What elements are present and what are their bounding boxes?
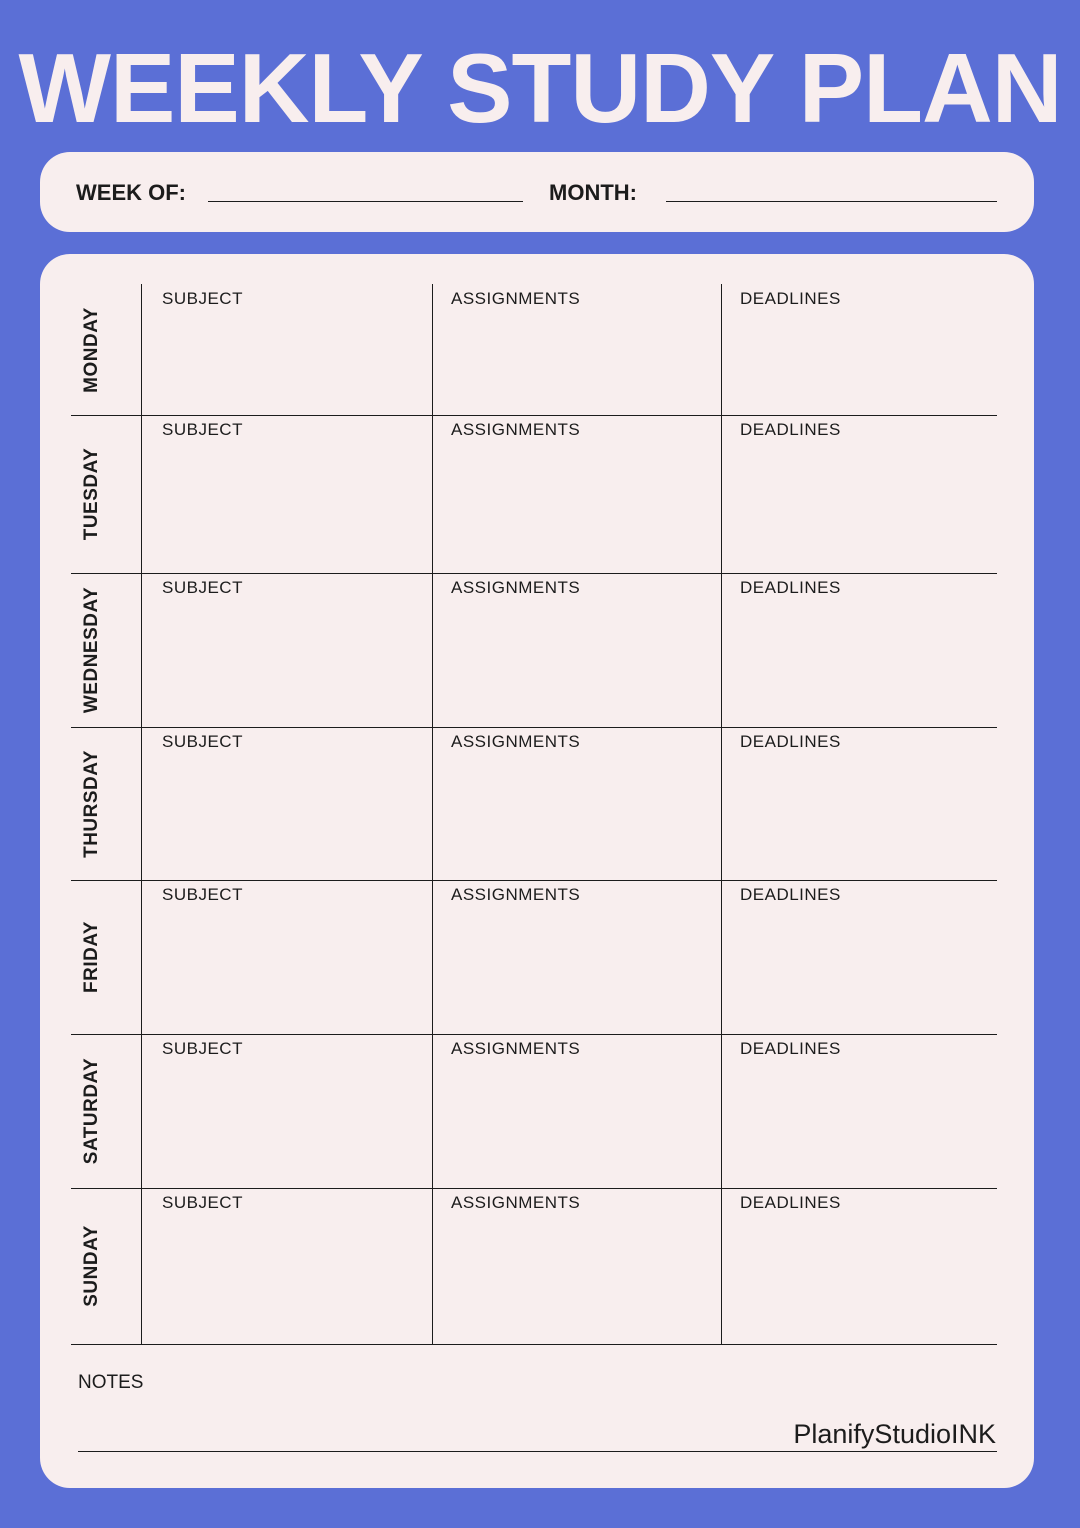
notes-line[interactable]	[78, 1451, 997, 1452]
day-name: SUNDAY	[81, 1225, 102, 1307]
month-label: MONTH:	[549, 180, 637, 205]
column-divider	[141, 284, 142, 1345]
assignments-cell[interactable]: ASSIGNMENTS	[451, 420, 581, 439]
week-info-card	[40, 152, 1034, 232]
deadlines-cell[interactable]: DEADLINES	[740, 578, 841, 597]
row-divider	[71, 1188, 997, 1189]
subject-cell[interactable]: SUBJECT	[162, 732, 243, 751]
month-field[interactable]	[666, 201, 997, 202]
assignments-cell[interactable]: ASSIGNMENTS	[451, 885, 581, 904]
day-name: TUESDAY	[81, 447, 102, 541]
assignments-cell[interactable]: ASSIGNMENTS	[451, 1193, 581, 1212]
subject-cell[interactable]: SUBJECT	[162, 1193, 243, 1212]
deadlines-cell[interactable]: DEADLINES	[740, 885, 841, 904]
subject-cell[interactable]: SUBJECT	[162, 885, 243, 904]
planner-card	[40, 254, 1034, 1488]
assignments-cell[interactable]: ASSIGNMENTS	[451, 289, 581, 308]
subject-cell[interactable]: SUBJECT	[162, 578, 243, 597]
deadlines-cell[interactable]: DEADLINES	[740, 732, 841, 751]
day-name: MONDAY	[81, 306, 102, 393]
assignments-cell[interactable]: ASSIGNMENTS	[451, 578, 581, 597]
subject-cell[interactable]: SUBJECT	[162, 289, 243, 308]
day-name: SATURDAY	[81, 1057, 102, 1165]
assignments-cell[interactable]: ASSIGNMENTS	[451, 1039, 581, 1058]
day-name: WEDNESDAY	[81, 586, 102, 714]
row-divider	[71, 727, 997, 728]
subject-cell[interactable]: SUBJECT	[162, 420, 243, 439]
deadlines-cell[interactable]: DEADLINES	[740, 1039, 841, 1058]
week-of-label: WEEK OF:	[76, 180, 186, 205]
deadlines-cell[interactable]: DEADLINES	[740, 420, 841, 439]
row-divider	[71, 415, 997, 416]
assignments-cell[interactable]: ASSIGNMENTS	[451, 732, 581, 751]
subject-cell[interactable]: SUBJECT	[162, 1039, 243, 1058]
row-divider	[71, 880, 997, 881]
row-divider	[71, 1034, 997, 1035]
day-name: FRIDAY	[81, 921, 102, 993]
deadlines-cell[interactable]: DEADLINES	[740, 1193, 841, 1212]
column-divider	[721, 284, 722, 1345]
brand-signature: PlanifyStudioINK	[793, 1419, 996, 1449]
day-name: THURSDAY	[81, 749, 102, 858]
row-divider	[71, 573, 997, 574]
page-title: WEEKLY STUDY PLAN	[18, 33, 1062, 143]
row-divider	[71, 1344, 997, 1345]
notes-label: NOTES	[78, 1372, 144, 1393]
deadlines-cell[interactable]: DEADLINES	[740, 289, 841, 308]
week-of-field[interactable]	[208, 201, 523, 202]
column-divider	[432, 284, 433, 1345]
